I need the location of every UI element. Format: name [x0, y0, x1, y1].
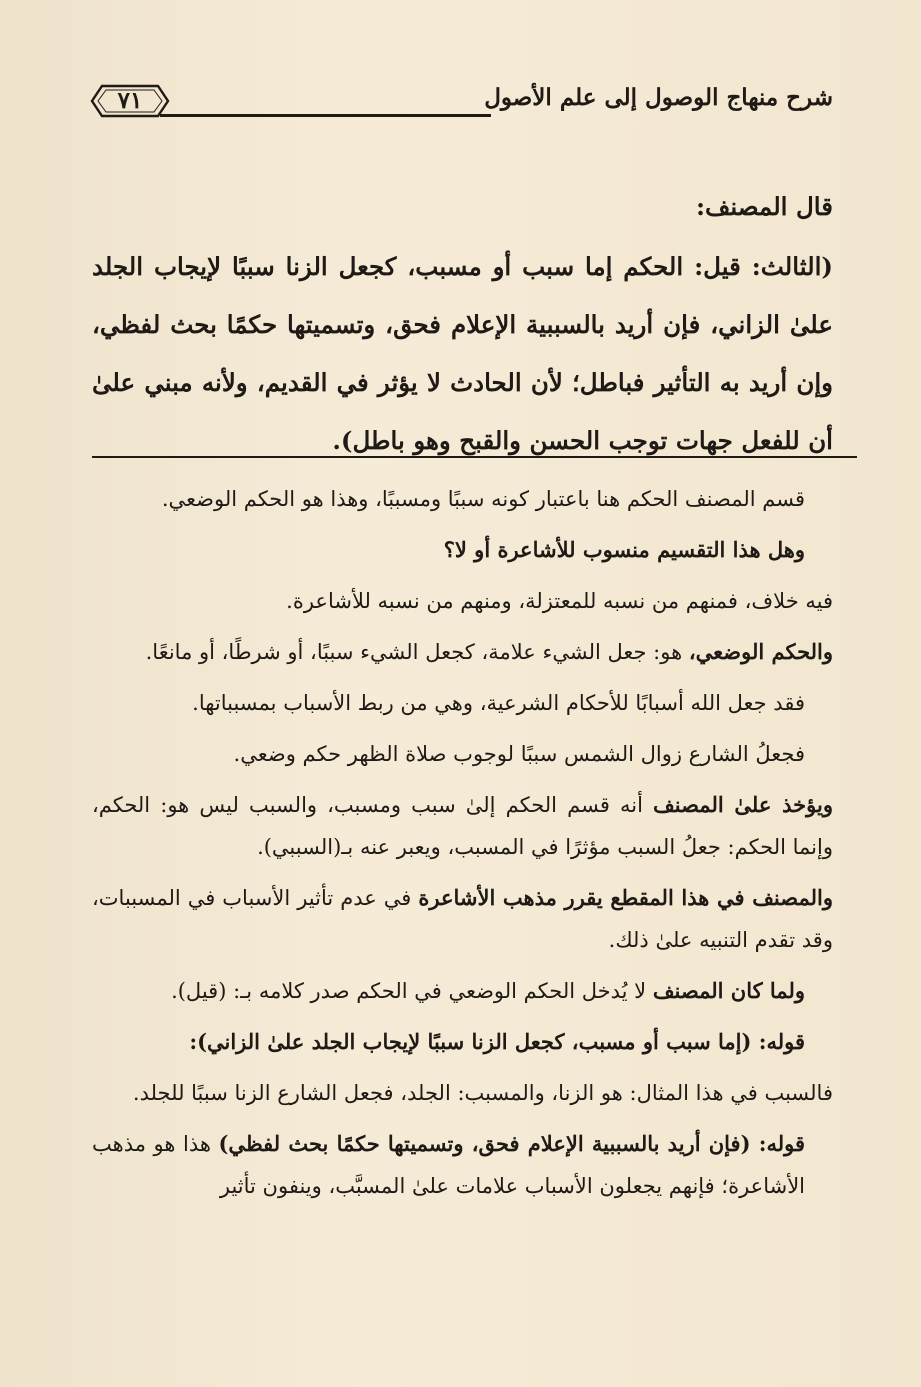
matn-section — [92, 178, 833, 470]
matn-label: قال المصنف: — [696, 192, 833, 221]
bold-lead: والحكم الوضعي، — [688, 639, 833, 664]
page-number-badge — [90, 78, 170, 124]
paragraph-text: لا يُدخل الحكم الوضعي في الحكم صدر كلامه بـ: (قيل). — [171, 979, 653, 1003]
commentary-paragraph — [92, 970, 833, 1012]
commentary-paragraph: فقد جعل الله أسبابًا للأحكام الشرعية، وهي من ربط الأسباب بمسبباتها. — [192, 691, 805, 715]
commentary-question: وهل هذا التقسيم منسوب للأشاعرة أو لا؟ — [443, 537, 805, 562]
bold-lead: ولما كان المصنف — [652, 978, 805, 1003]
bold-lead: والمصنف في هذا المقطع يقرر مذهب الأشاعرة — [418, 885, 833, 910]
commentary-paragraph: فالسبب في هذا المثال: هو الزنا، والمسبب: الجلد، فجعل الشارع الزنا سببًا للجلد. — [132, 1081, 833, 1105]
bold-lead: قوله: (فإن أريد بالسببية الإعلام فحق، وتسميتها حكمًا بحث لفظي) — [218, 1131, 805, 1156]
commentary-paragraph — [92, 784, 833, 868]
paragraph-text: في عدم تأثير الأسباب في المسببات، وقد تقدم التنبيه علىٰ ذلك. — [92, 886, 833, 952]
header-rule — [160, 114, 491, 117]
page-number: ٧١ — [117, 87, 143, 114]
commentary-paragraph — [92, 1123, 833, 1207]
running-title: شرح منهاج الوصول إلى علم الأصول — [484, 84, 833, 111]
paragraph-text: هذا هو مذهب الأشاعرة؛ فإنهم يجعلون الأسباب علامات علىٰ المسبَّب، وينفون تأثير — [92, 1132, 805, 1198]
paragraph-text: هو: جعل الشيء علامة، كجعل الشيء سببًا، أو شرطًا، أو مانعًا. — [145, 640, 689, 664]
commentary-section — [92, 478, 833, 1216]
commentary-paragraph: فيه خلاف، فمنهم من نسبه للمعتزلة، ومنهم من نسبه للأشاعرة. — [286, 589, 833, 613]
commentary-paragraph: فجعلُ الشارع زوال الشمس سببًا لوجوب صلاة الظهر حكم وضعي. — [233, 742, 805, 766]
commentary-paragraph: قسم المصنف الحكم هنا باعتبار كونه سببًا ومسببًا، وهذا هو الحكم الوضعي. — [161, 487, 805, 511]
page-header — [90, 78, 833, 130]
commentary-paragraph — [92, 631, 833, 673]
bold-lead: ويؤخذ علىٰ المصنف — [653, 792, 833, 817]
commentary-paragraph — [92, 877, 833, 961]
commentary-citation: قوله: (إما سبب أو مسبب، كجعل الزنا سببًا لإيجاب الجلد علىٰ الزاني): — [189, 1029, 805, 1054]
section-divider — [92, 456, 857, 458]
paragraph-text: أنه قسم الحكم إلىٰ سبب ومسبب، والسبب ليس هو: الحكم، وإنما الحكم: جعلُ السبب مؤثرًا في المسبب، ويعبر عنه بـ(السببي). — [92, 793, 833, 859]
matn-quote: (الثالث: قيل: الحكم إما سبب أو مسبب، كجعل الزنا سببًا لإيجاب الجلد علىٰ الزاني، فإن أريد بالسببية الإعلام فحق، وتسميتها حكمًا بحث لفظي، وإن أريد به التأثير فباطل؛ لأن الحادث لا يؤثر في القديم، ولأنه مبني علىٰ أن للفعل جهات توجب الحسن والقبح وهو باطل). — [92, 252, 833, 455]
